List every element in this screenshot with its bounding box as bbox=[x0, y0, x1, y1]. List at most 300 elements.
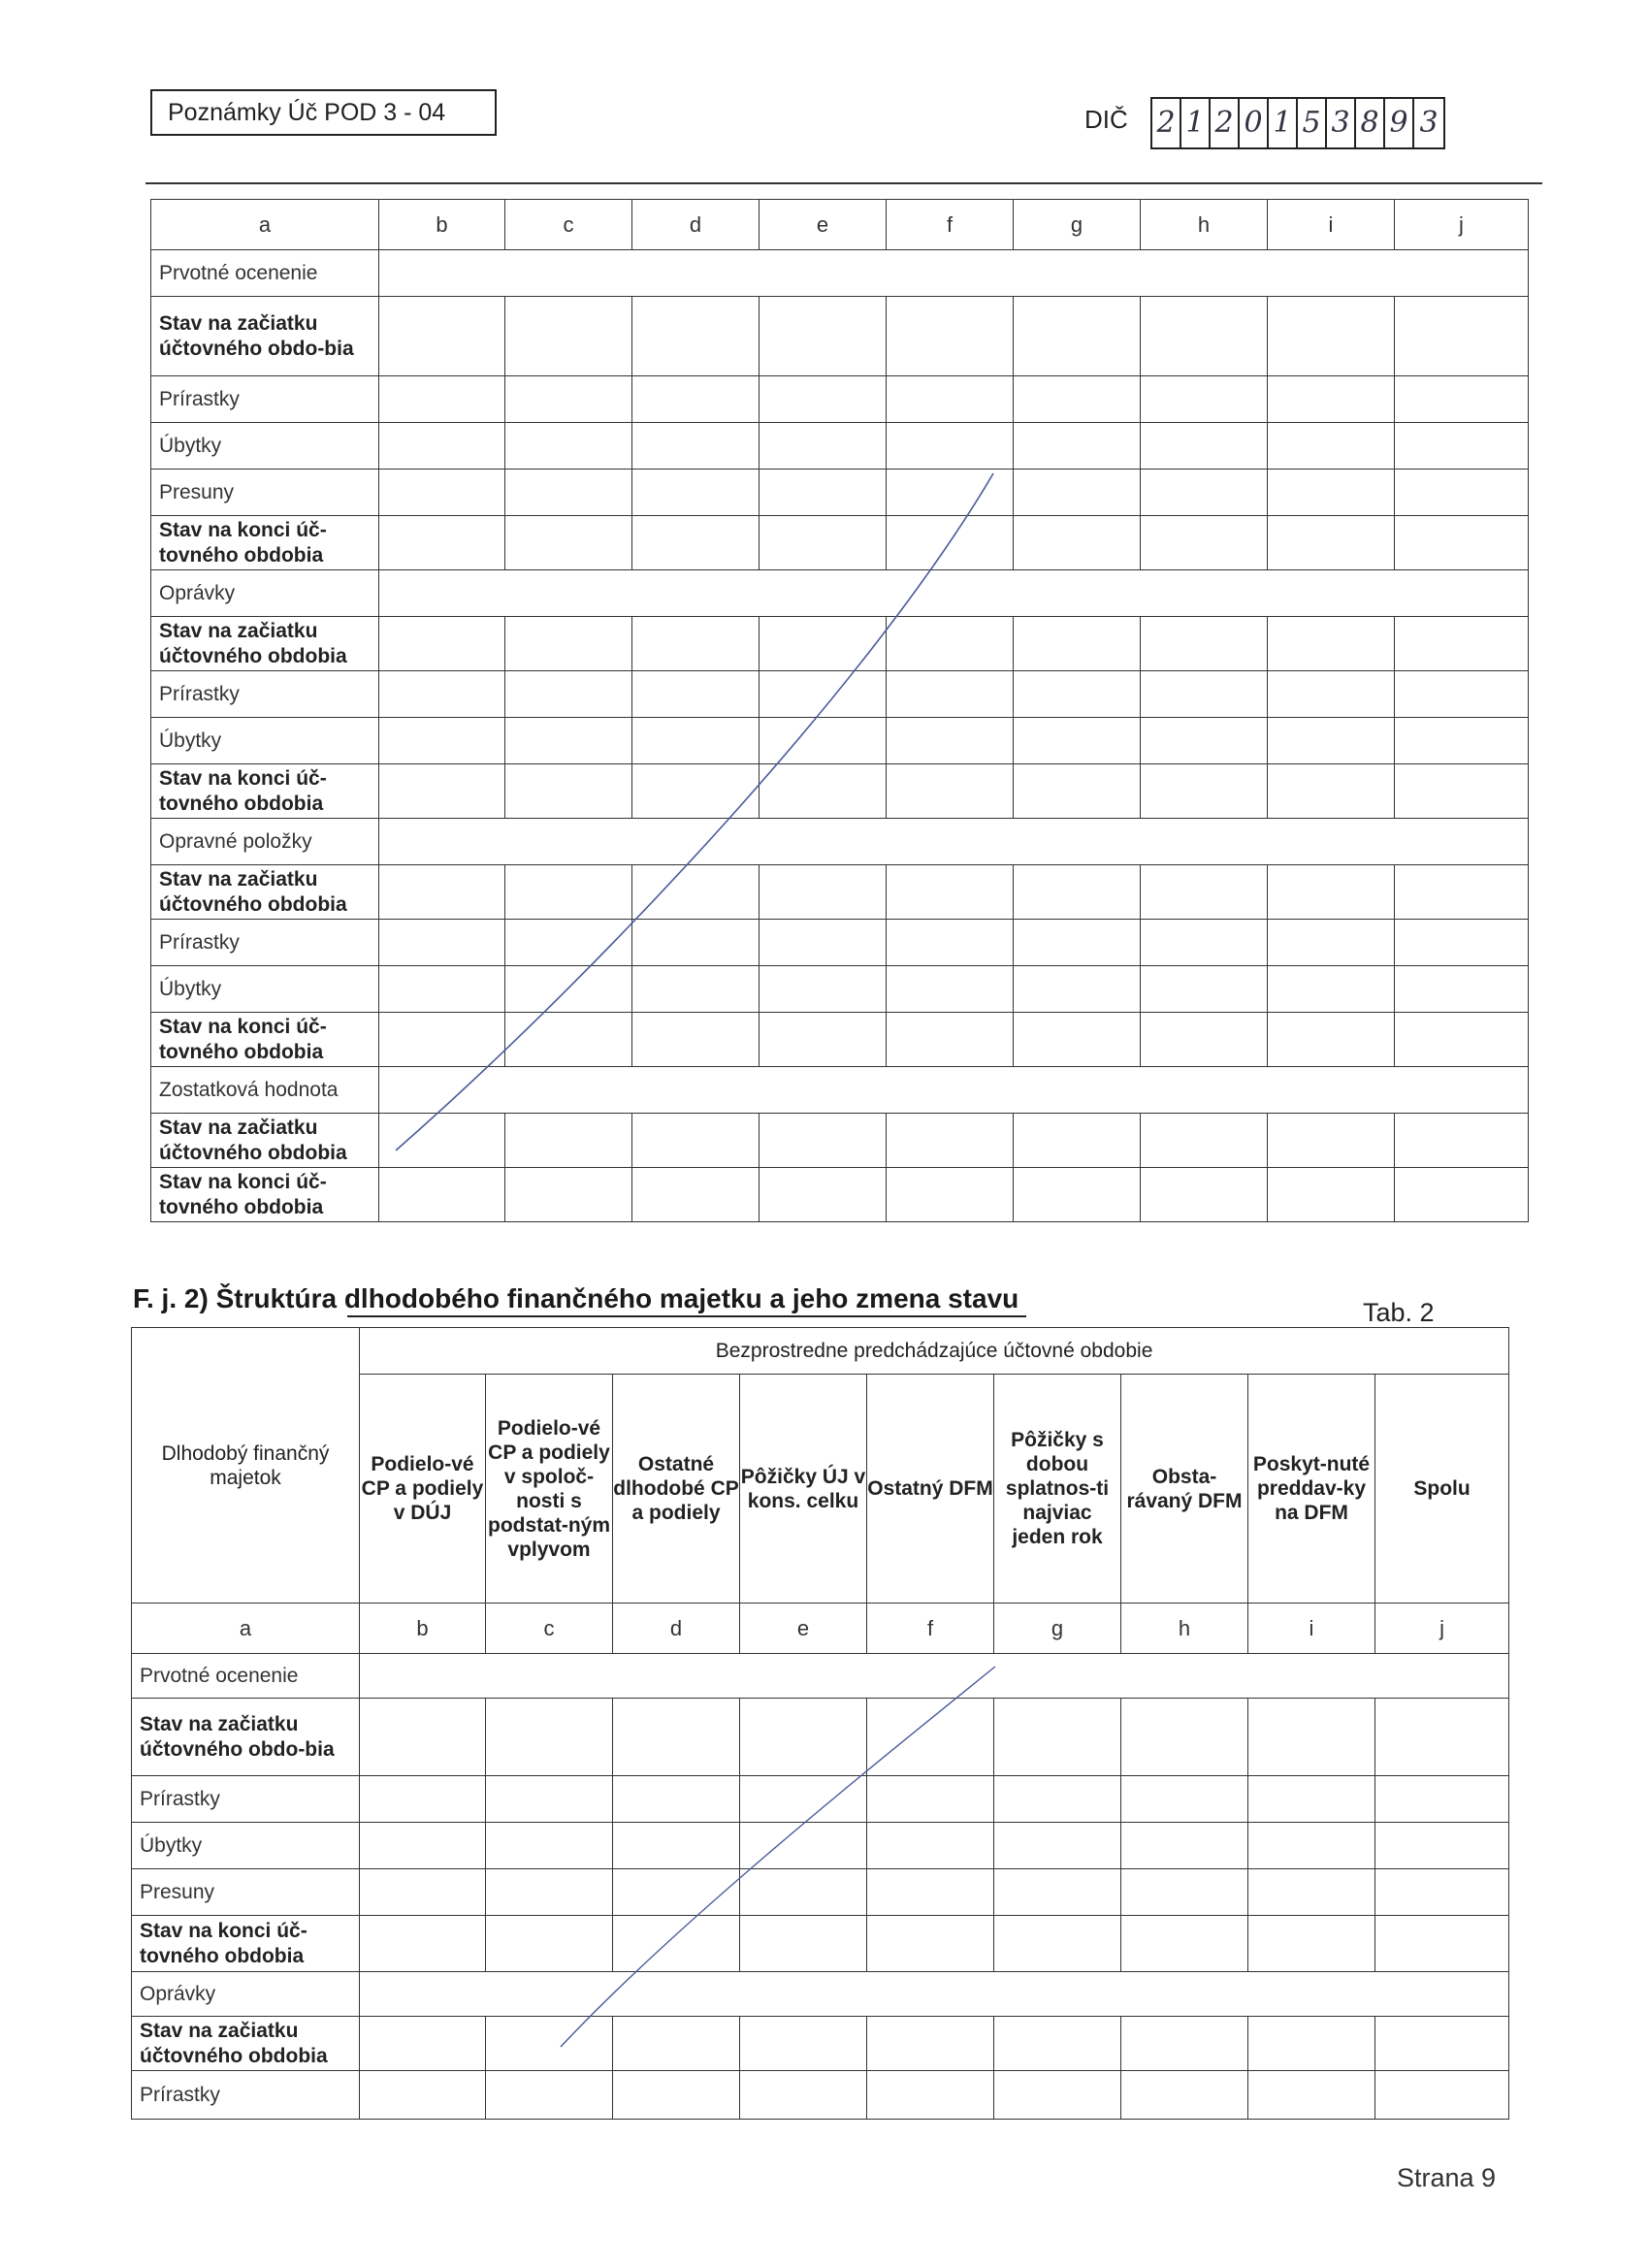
table-row bbox=[151, 671, 1529, 718]
value-cell[interactable] bbox=[887, 966, 1014, 1013]
value-cell[interactable] bbox=[760, 423, 887, 470]
value-cell[interactable] bbox=[1141, 718, 1268, 764]
value-cell[interactable] bbox=[760, 764, 887, 819]
row-label: Stav na konci úč-tovného obdobia bbox=[151, 1168, 379, 1222]
table-row bbox=[132, 2071, 1509, 2120]
value-cell[interactable] bbox=[1141, 1013, 1268, 1067]
column-letter: a bbox=[132, 1604, 360, 1654]
value-cell[interactable] bbox=[505, 516, 632, 570]
value-cell[interactable] bbox=[360, 1823, 486, 1869]
value-cell[interactable] bbox=[887, 671, 1014, 718]
group-span-cell bbox=[360, 1972, 1509, 2017]
table-row bbox=[151, 1114, 1529, 1168]
value-cell[interactable] bbox=[1121, 1916, 1248, 1972]
dic-label: DIČ bbox=[1084, 105, 1128, 134]
value-cell[interactable] bbox=[740, 1776, 867, 1823]
value-cell[interactable] bbox=[1268, 423, 1395, 470]
row-label: Prírastky bbox=[132, 2071, 360, 2120]
dic-digit: 9 bbox=[1385, 99, 1414, 147]
value-cell[interactable] bbox=[1014, 516, 1141, 570]
row-label: Úbytky bbox=[151, 718, 379, 764]
value-cell[interactable] bbox=[1141, 297, 1268, 376]
section-2-underline bbox=[347, 1315, 1026, 1317]
row-label: Stav na konci úč-tovného obdobia bbox=[151, 516, 379, 570]
value-cell[interactable] bbox=[1268, 516, 1395, 570]
value-cell[interactable] bbox=[1248, 1869, 1375, 1916]
value-cell[interactable] bbox=[486, 1823, 613, 1869]
value-cell[interactable] bbox=[867, 1823, 994, 1869]
value-cell[interactable] bbox=[632, 718, 760, 764]
table-row bbox=[151, 966, 1529, 1013]
group-span-cell bbox=[379, 1067, 1529, 1114]
value-cell[interactable] bbox=[1121, 1869, 1248, 1916]
value-cell[interactable] bbox=[1141, 671, 1268, 718]
column-header: Podielo-vé CP a podiely v DÚJ bbox=[360, 1375, 486, 1604]
value-cell[interactable] bbox=[887, 1114, 1014, 1168]
dic-digit-boxes bbox=[1150, 97, 1445, 149]
value-cell[interactable] bbox=[887, 617, 1014, 671]
value-cell[interactable] bbox=[379, 1114, 505, 1168]
column-letter: i bbox=[1248, 1604, 1375, 1654]
value-cell[interactable] bbox=[867, 1699, 994, 1776]
value-cell[interactable] bbox=[379, 470, 505, 516]
value-cell[interactable] bbox=[360, 1699, 486, 1776]
column-header: Obsta-rávaný DFM bbox=[1121, 1375, 1248, 1604]
dic-digit: 8 bbox=[1356, 99, 1385, 147]
column-letter: h bbox=[1121, 1604, 1248, 1654]
value-cell[interactable] bbox=[505, 1013, 632, 1067]
value-cell[interactable] bbox=[1395, 1013, 1529, 1067]
table-row bbox=[132, 1972, 1509, 2017]
column-letter: f bbox=[867, 1604, 994, 1654]
value-cell[interactable] bbox=[1014, 718, 1141, 764]
value-cell[interactable] bbox=[887, 376, 1014, 423]
value-cell[interactable] bbox=[360, 2071, 486, 2120]
column-header: Spolu bbox=[1375, 1375, 1509, 1604]
column-letter: f bbox=[887, 200, 1014, 250]
value-cell[interactable] bbox=[632, 376, 760, 423]
value-cell[interactable] bbox=[760, 920, 887, 966]
value-cell[interactable] bbox=[1395, 617, 1529, 671]
value-cell[interactable] bbox=[632, 764, 760, 819]
value-cell[interactable] bbox=[486, 1699, 613, 1776]
value-cell[interactable] bbox=[632, 865, 760, 920]
value-cell[interactable] bbox=[740, 2071, 867, 2120]
column-header: Ostatný DFM bbox=[867, 1375, 994, 1604]
value-cell[interactable] bbox=[887, 516, 1014, 570]
value-cell[interactable] bbox=[613, 1916, 740, 1972]
value-cell[interactable] bbox=[379, 1168, 505, 1222]
value-cell[interactable] bbox=[740, 1916, 867, 1972]
value-cell[interactable] bbox=[1141, 764, 1268, 819]
value-cell[interactable] bbox=[1014, 617, 1141, 671]
row-label: Opravné položky bbox=[151, 819, 379, 865]
value-cell[interactable] bbox=[760, 865, 887, 920]
value-cell[interactable] bbox=[760, 1114, 887, 1168]
row-label: Stav na začiatku účtovného obdobia bbox=[151, 617, 379, 671]
row-label: Oprávky bbox=[132, 1972, 360, 2017]
section-2-title: F. j. 2) Štruktúra dlhodobého finančného majetku a jeho zmena stavu bbox=[133, 1283, 1019, 1313]
value-cell[interactable] bbox=[1268, 1168, 1395, 1222]
value-cell[interactable] bbox=[379, 376, 505, 423]
value-cell[interactable] bbox=[632, 423, 760, 470]
value-cell[interactable] bbox=[1268, 920, 1395, 966]
value-cell[interactable] bbox=[1375, 2071, 1509, 2120]
value-cell[interactable] bbox=[505, 470, 632, 516]
table-row bbox=[151, 865, 1529, 920]
value-cell[interactable] bbox=[1395, 764, 1529, 819]
dic-digit: 0 bbox=[1240, 99, 1269, 147]
table-row bbox=[151, 470, 1529, 516]
table-row bbox=[151, 1067, 1529, 1114]
column-letter: c bbox=[486, 1604, 613, 1654]
group-span-cell bbox=[379, 570, 1529, 617]
value-cell[interactable] bbox=[994, 1823, 1121, 1869]
value-cell[interactable] bbox=[379, 423, 505, 470]
value-cell[interactable] bbox=[740, 1823, 867, 1869]
value-cell[interactable] bbox=[379, 920, 505, 966]
value-cell[interactable] bbox=[1014, 470, 1141, 516]
value-cell[interactable] bbox=[505, 718, 632, 764]
column-letter: g bbox=[994, 1604, 1121, 1654]
value-cell[interactable] bbox=[1395, 423, 1529, 470]
value-cell[interactable] bbox=[360, 1869, 486, 1916]
row-label: Presuny bbox=[151, 470, 379, 516]
column-header: Pôžičky ÚJ v kons. celku bbox=[740, 1375, 867, 1604]
value-cell[interactable] bbox=[760, 617, 887, 671]
value-cell[interactable] bbox=[760, 1168, 887, 1222]
value-cell[interactable] bbox=[505, 1114, 632, 1168]
value-cell[interactable] bbox=[1141, 617, 1268, 671]
value-cell[interactable] bbox=[1395, 920, 1529, 966]
value-cell[interactable] bbox=[379, 865, 505, 920]
column-letter: b bbox=[379, 200, 505, 250]
value-cell[interactable] bbox=[1248, 1823, 1375, 1869]
value-cell[interactable] bbox=[613, 2071, 740, 2120]
group-header: Bezprostredne predchádzajúce účtovné obdobie bbox=[360, 1328, 1509, 1375]
value-cell[interactable] bbox=[760, 1013, 887, 1067]
dic-digit: 3 bbox=[1419, 106, 1439, 140]
value-cell[interactable] bbox=[1121, 1699, 1248, 1776]
value-cell[interactable] bbox=[505, 764, 632, 819]
value-cell[interactable] bbox=[1395, 671, 1529, 718]
column-letter: a bbox=[151, 200, 379, 250]
value-cell[interactable] bbox=[632, 1168, 760, 1222]
value-cell[interactable] bbox=[1395, 1114, 1529, 1168]
table-1 bbox=[150, 199, 1529, 1222]
group-span-cell bbox=[379, 819, 1529, 865]
value-cell[interactable] bbox=[1268, 297, 1395, 376]
column-letter: h bbox=[1141, 200, 1268, 250]
value-cell[interactable] bbox=[994, 1916, 1121, 1972]
value-cell[interactable] bbox=[486, 2017, 613, 2071]
row-label: Prvotné ocenenie bbox=[151, 250, 379, 297]
value-cell[interactable] bbox=[1121, 1776, 1248, 1823]
row-label: Prírastky bbox=[151, 671, 379, 718]
column-letter: c bbox=[505, 200, 632, 250]
table-row bbox=[151, 819, 1529, 865]
value-cell[interactable] bbox=[1375, 1823, 1509, 1869]
value-cell[interactable] bbox=[1248, 1699, 1375, 1776]
value-cell[interactable] bbox=[1248, 1916, 1375, 1972]
value-cell[interactable] bbox=[632, 920, 760, 966]
value-cell[interactable] bbox=[1141, 423, 1268, 470]
value-cell[interactable] bbox=[1268, 718, 1395, 764]
value-cell[interactable] bbox=[632, 671, 760, 718]
table-row bbox=[151, 250, 1529, 297]
value-cell[interactable] bbox=[1395, 516, 1529, 570]
value-cell[interactable] bbox=[613, 1699, 740, 1776]
value-cell[interactable] bbox=[379, 671, 505, 718]
table-row bbox=[151, 617, 1529, 671]
column-letter: b bbox=[360, 1604, 486, 1654]
value-cell[interactable] bbox=[379, 516, 505, 570]
value-cell[interactable] bbox=[1375, 1699, 1509, 1776]
column-letter: j bbox=[1375, 1604, 1509, 1654]
value-cell[interactable] bbox=[1014, 297, 1141, 376]
value-cell[interactable] bbox=[632, 966, 760, 1013]
column-letter: e bbox=[740, 1604, 867, 1654]
value-cell[interactable] bbox=[1121, 1823, 1248, 1869]
value-cell[interactable] bbox=[505, 376, 632, 423]
value-cell[interactable] bbox=[887, 764, 1014, 819]
dic-digit: 2 bbox=[1152, 99, 1181, 147]
value-cell[interactable] bbox=[1014, 1013, 1141, 1067]
value-cell[interactable] bbox=[1375, 2017, 1509, 2071]
value-cell[interactable] bbox=[887, 423, 1014, 470]
value-cell[interactable] bbox=[994, 2017, 1121, 2071]
value-cell[interactable] bbox=[632, 1013, 760, 1067]
row-label: Prvotné ocenenie bbox=[132, 1654, 360, 1699]
value-cell[interactable] bbox=[505, 671, 632, 718]
value-cell[interactable] bbox=[505, 966, 632, 1013]
table-row bbox=[132, 1916, 1509, 1972]
value-cell[interactable] bbox=[1014, 865, 1141, 920]
value-cell[interactable] bbox=[887, 1168, 1014, 1222]
column-letter: d bbox=[613, 1604, 740, 1654]
value-cell[interactable] bbox=[613, 1776, 740, 1823]
table-row bbox=[151, 570, 1529, 617]
column-letter: d bbox=[632, 200, 760, 250]
table-row bbox=[151, 516, 1529, 570]
value-cell[interactable] bbox=[1268, 764, 1395, 819]
table-row bbox=[132, 1869, 1509, 1916]
value-cell[interactable] bbox=[1268, 470, 1395, 516]
value-cell[interactable] bbox=[887, 297, 1014, 376]
value-cell[interactable] bbox=[887, 470, 1014, 516]
group-span-cell bbox=[360, 1654, 1509, 1699]
value-cell[interactable] bbox=[1268, 966, 1395, 1013]
value-cell[interactable] bbox=[1268, 671, 1395, 718]
row-label: Oprávky bbox=[151, 570, 379, 617]
table-row bbox=[151, 764, 1529, 819]
table-row bbox=[132, 1699, 1509, 1776]
value-cell[interactable] bbox=[1268, 617, 1395, 671]
dic-digit: 2 bbox=[1211, 99, 1240, 147]
dic-digit: 1 bbox=[1269, 99, 1298, 147]
value-cell[interactable] bbox=[1014, 376, 1141, 423]
value-cell[interactable] bbox=[867, 2071, 994, 2120]
value-cell[interactable] bbox=[760, 718, 887, 764]
value-cell[interactable] bbox=[505, 865, 632, 920]
row-label: Stav na konci úč-tovného obdobia bbox=[151, 1013, 379, 1067]
value-cell[interactable] bbox=[1395, 470, 1529, 516]
value-cell[interactable] bbox=[505, 297, 632, 376]
value-cell[interactable] bbox=[1121, 2017, 1248, 2071]
value-cell[interactable] bbox=[486, 1776, 613, 1823]
header-divider bbox=[146, 182, 1542, 184]
value-cell[interactable] bbox=[1395, 1168, 1529, 1222]
value-cell[interactable] bbox=[1141, 966, 1268, 1013]
value-cell[interactable] bbox=[1375, 1776, 1509, 1823]
value-cell[interactable] bbox=[887, 920, 1014, 966]
value-cell[interactable] bbox=[1141, 376, 1268, 423]
value-cell[interactable] bbox=[360, 1776, 486, 1823]
value-cell[interactable] bbox=[887, 865, 1014, 920]
value-cell[interactable] bbox=[613, 2017, 740, 2071]
value-cell[interactable] bbox=[632, 617, 760, 671]
table-row bbox=[151, 297, 1529, 376]
value-cell[interactable] bbox=[360, 2017, 486, 2071]
value-cell[interactable] bbox=[505, 920, 632, 966]
column-letter: j bbox=[1395, 200, 1529, 250]
value-cell[interactable] bbox=[760, 671, 887, 718]
value-cell[interactable] bbox=[1014, 764, 1141, 819]
value-cell[interactable] bbox=[613, 1823, 740, 1869]
value-cell[interactable] bbox=[1141, 920, 1268, 966]
row-label: Stav na začiatku účtovného obdo-bia bbox=[132, 1699, 360, 1776]
value-cell[interactable] bbox=[486, 2071, 613, 2120]
value-cell[interactable] bbox=[360, 1916, 486, 1972]
tab-2-label: Tab. 2 bbox=[1363, 1298, 1435, 1327]
column-letter: e bbox=[760, 200, 887, 250]
value-cell[interactable] bbox=[379, 297, 505, 376]
value-cell[interactable] bbox=[379, 617, 505, 671]
value-cell[interactable] bbox=[994, 1699, 1121, 1776]
row-label: Stav na konci úč-tovného obdobia bbox=[151, 764, 379, 819]
value-cell[interactable] bbox=[632, 516, 760, 570]
value-cell[interactable] bbox=[1268, 1114, 1395, 1168]
value-cell[interactable] bbox=[740, 2017, 867, 2071]
value-cell[interactable] bbox=[1395, 865, 1529, 920]
column-letter: g bbox=[1014, 200, 1141, 250]
value-cell[interactable] bbox=[1014, 1114, 1141, 1168]
value-cell[interactable] bbox=[505, 1168, 632, 1222]
value-cell[interactable] bbox=[1141, 470, 1268, 516]
table-2 bbox=[131, 1327, 1509, 2120]
row-label: Stav na konci úč-tovného obdobia bbox=[132, 1916, 360, 1972]
group-span-cell bbox=[379, 250, 1529, 297]
value-cell[interactable] bbox=[1014, 671, 1141, 718]
value-cell[interactable] bbox=[613, 1869, 740, 1916]
table-row bbox=[151, 376, 1529, 423]
value-cell[interactable] bbox=[867, 1916, 994, 1972]
value-cell[interactable] bbox=[1375, 1916, 1509, 1972]
form-title: Poznámky Úč POD 3 - 04 bbox=[150, 89, 497, 136]
value-cell[interactable] bbox=[1395, 966, 1529, 1013]
value-cell[interactable] bbox=[1141, 1114, 1268, 1168]
column-header: Pôžičky s dobou splatnos-ti najviac jeden rok bbox=[994, 1375, 1121, 1604]
value-cell[interactable] bbox=[1014, 920, 1141, 966]
value-cell[interactable] bbox=[1014, 966, 1141, 1013]
value-cell[interactable] bbox=[505, 617, 632, 671]
value-cell[interactable] bbox=[740, 1869, 867, 1916]
value-cell[interactable] bbox=[1248, 2017, 1375, 2071]
value-cell[interactable] bbox=[1268, 376, 1395, 423]
value-cell[interactable] bbox=[1248, 2071, 1375, 2120]
row-label: Stav na začiatku účtovného obdobia bbox=[151, 1114, 379, 1168]
row-label: Stav na začiatku účtovného obdobia bbox=[151, 865, 379, 920]
row-label: Úbytky bbox=[132, 1823, 360, 1869]
table-row bbox=[151, 1013, 1529, 1067]
table-row bbox=[132, 1654, 1509, 1699]
value-cell[interactable] bbox=[994, 1776, 1121, 1823]
value-cell[interactable] bbox=[1121, 2071, 1248, 2120]
row-header: Dlhodobý finančný majetok bbox=[132, 1328, 360, 1604]
value-cell[interactable] bbox=[632, 470, 760, 516]
column-header: Poskyt-nuté preddav-ky na DFM bbox=[1248, 1375, 1375, 1604]
value-cell[interactable] bbox=[760, 966, 887, 1013]
table-row bbox=[151, 920, 1529, 966]
row-label: Úbytky bbox=[151, 966, 379, 1013]
value-cell[interactable] bbox=[867, 1776, 994, 1823]
row-label: Prírastky bbox=[132, 1776, 360, 1823]
column-header: Ostatné dlhodobé CP a podiely bbox=[613, 1375, 740, 1604]
value-cell[interactable] bbox=[632, 1114, 760, 1168]
value-cell[interactable] bbox=[1141, 1168, 1268, 1222]
value-cell[interactable] bbox=[486, 1916, 613, 1972]
row-label: Prírastky bbox=[151, 920, 379, 966]
value-cell[interactable] bbox=[1141, 865, 1268, 920]
value-cell[interactable] bbox=[1014, 423, 1141, 470]
value-cell[interactable] bbox=[1395, 376, 1529, 423]
value-cell[interactable] bbox=[1141, 516, 1268, 570]
column-letter: i bbox=[1268, 200, 1395, 250]
value-cell[interactable] bbox=[760, 376, 887, 423]
table-row bbox=[151, 718, 1529, 764]
value-cell[interactable] bbox=[760, 470, 887, 516]
table-row bbox=[151, 423, 1529, 470]
value-cell[interactable] bbox=[379, 1013, 505, 1067]
table-row bbox=[132, 1823, 1509, 1869]
value-cell[interactable] bbox=[1375, 1869, 1509, 1916]
table-row bbox=[132, 2017, 1509, 2071]
value-cell[interactable] bbox=[1268, 865, 1395, 920]
value-cell[interactable] bbox=[1014, 1168, 1141, 1222]
value-cell[interactable] bbox=[486, 1869, 613, 1916]
value-cell[interactable] bbox=[760, 516, 887, 570]
value-cell[interactable] bbox=[994, 2071, 1121, 2120]
value-cell[interactable] bbox=[632, 297, 760, 376]
value-cell[interactable] bbox=[379, 764, 505, 819]
value-cell[interactable] bbox=[740, 1699, 867, 1776]
value-cell[interactable] bbox=[1395, 297, 1529, 376]
value-cell[interactable] bbox=[994, 1869, 1121, 1916]
value-cell[interactable] bbox=[867, 1869, 994, 1916]
value-cell[interactable] bbox=[1268, 1013, 1395, 1067]
value-cell[interactable] bbox=[379, 718, 505, 764]
value-cell[interactable] bbox=[379, 966, 505, 1013]
dic-digit: 3 bbox=[1327, 99, 1356, 147]
value-cell[interactable] bbox=[760, 297, 887, 376]
value-cell[interactable] bbox=[1248, 1776, 1375, 1823]
value-cell[interactable] bbox=[867, 2017, 994, 2071]
value-cell[interactable] bbox=[887, 1013, 1014, 1067]
row-label: Stav na začiatku účtovného obdo-bia bbox=[151, 297, 379, 376]
value-cell[interactable] bbox=[1395, 718, 1529, 764]
value-cell[interactable] bbox=[505, 423, 632, 470]
value-cell[interactable] bbox=[887, 718, 1014, 764]
